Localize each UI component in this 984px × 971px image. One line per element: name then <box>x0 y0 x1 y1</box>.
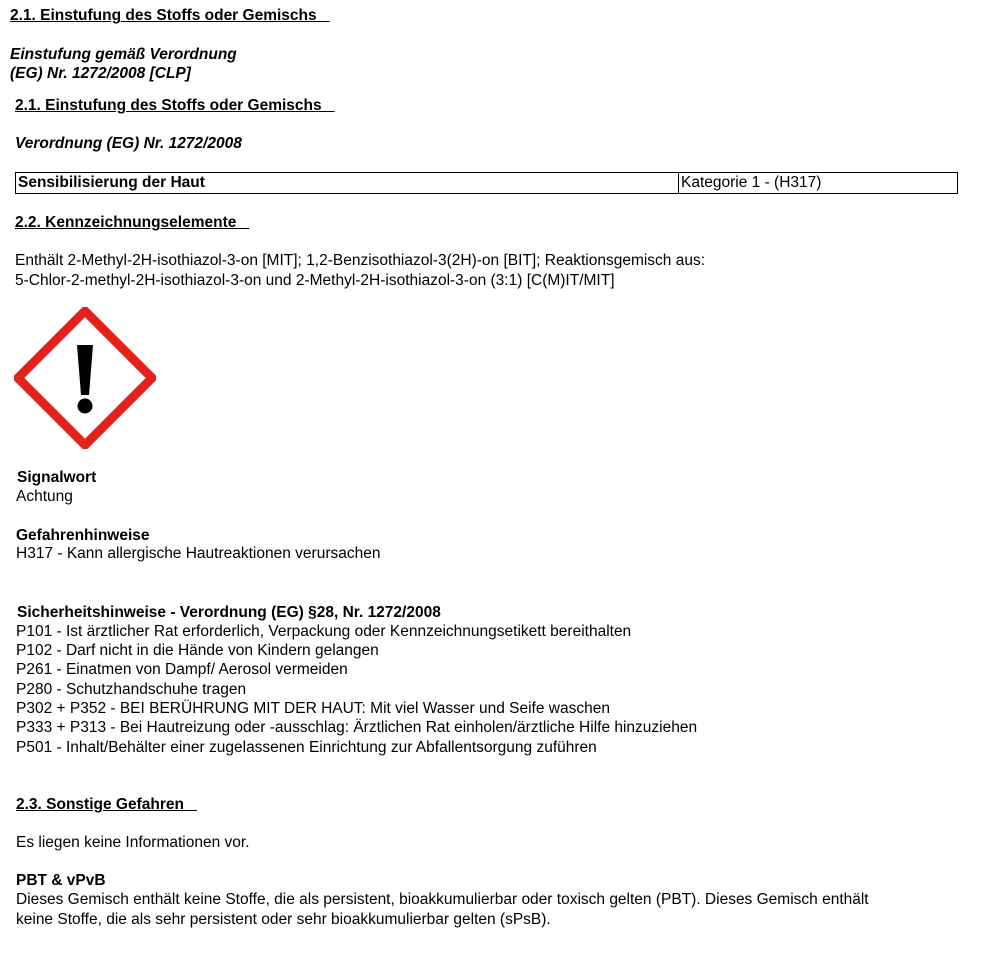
contains-text-line1: Enthält 2-Methyl-2H-isothiazol-3-on [MIT]; 1,2-Benzisothiazol-3(2H)-on [BIT]; Reaktionsgemisch aus: <box>15 252 706 269</box>
precautionary-statement: P261 - Einatmen von Dampf/ Aerosol vermeiden <box>16 661 348 678</box>
precautionary-statement: P280 - Schutzhandschuhe tragen <box>16 681 247 698</box>
other-hazards-text: Es liegen keine Informationen vor. <box>16 834 250 851</box>
signal-word: Achtung <box>16 488 73 505</box>
precautionary-statement: P501 - Inhalt/Behälter einer zugelassenen Einrichtung zur Abfallentsorgung zuführen <box>16 739 597 756</box>
classification-subheading-line1: Einstufung gemäß Verordnung <box>10 46 237 63</box>
section-2-3-heading: 2.3. Sonstige Gefahren <box>16 796 184 813</box>
section-2-1-heading: 2.1. Einstufung des Stoffs oder Gemischs <box>10 7 317 24</box>
section-2-1-heading-repeat: 2.1. Einstufung des Stoffs oder Gemischs <box>15 97 322 114</box>
hazard-statement: H317 - Kann allergische Hautreaktionen verursachen <box>16 545 381 562</box>
precautionary-statement: P101 - Ist ärztlicher Rat erforderlich, Verpackung oder Kennzeichnungsetikett bereithalten <box>16 623 632 640</box>
precautionary-statement: P102 - Darf nicht in die Hände von Kindern gelangen <box>16 642 379 659</box>
pbt-label: PBT & vPvB <box>16 872 106 889</box>
hazard-statements-label: Gefahrenhinweise <box>16 527 150 544</box>
ghs07-exclamation-mark-icon <box>14 307 156 449</box>
pbt-text-line1: Dieses Gemisch enthält keine Stoffe, die als persistent, bioakkumulierbar oder toxisch gelten (PBT). Dieses Gemisch enthält <box>16 891 869 908</box>
pbt-text-line2: keine Stoffe, die als sehr persistent oder sehr bioakkumulierbar gelten (sPsB). <box>16 911 551 928</box>
precautionary-label: Sicherheitshinweise - Verordnung (EG) §28, Nr. 1272/2008 <box>17 604 441 621</box>
contains-text-line2: 5-Chlor-2-methyl-2H-isothiazol-3-on und 2-Methyl-2H-isothiazol-3-on (3:1) [C(M)IT/MIT] <box>15 272 615 289</box>
regulation-subheading: Verordnung (EG) Nr. 1272/2008 <box>15 135 242 152</box>
precautionary-statement: P333 + P313 - Bei Hautreizung oder -ausschlag: Ärztlichen Rat einholen/ärztliche Hilfe hinzuziehen <box>16 719 698 736</box>
table-cell-category: Kategorie 1 - (H317) <box>681 174 822 191</box>
classification-subheading-line2: (EG) Nr. 1272/2008 [CLP] <box>10 65 191 82</box>
section-2-2-heading: 2.2. Kennzeichnungselemente <box>15 214 237 231</box>
table-cell-hazard: Sensibilisierung der Haut <box>16 173 679 193</box>
signal-word-label: Signalwort <box>17 469 97 486</box>
precautionary-statement: P302 + P352 - BEI BERÜHRUNG MIT DER HAUT: Mit viel Wasser und Seife waschen <box>16 700 610 717</box>
classification-table <box>15 172 958 194</box>
